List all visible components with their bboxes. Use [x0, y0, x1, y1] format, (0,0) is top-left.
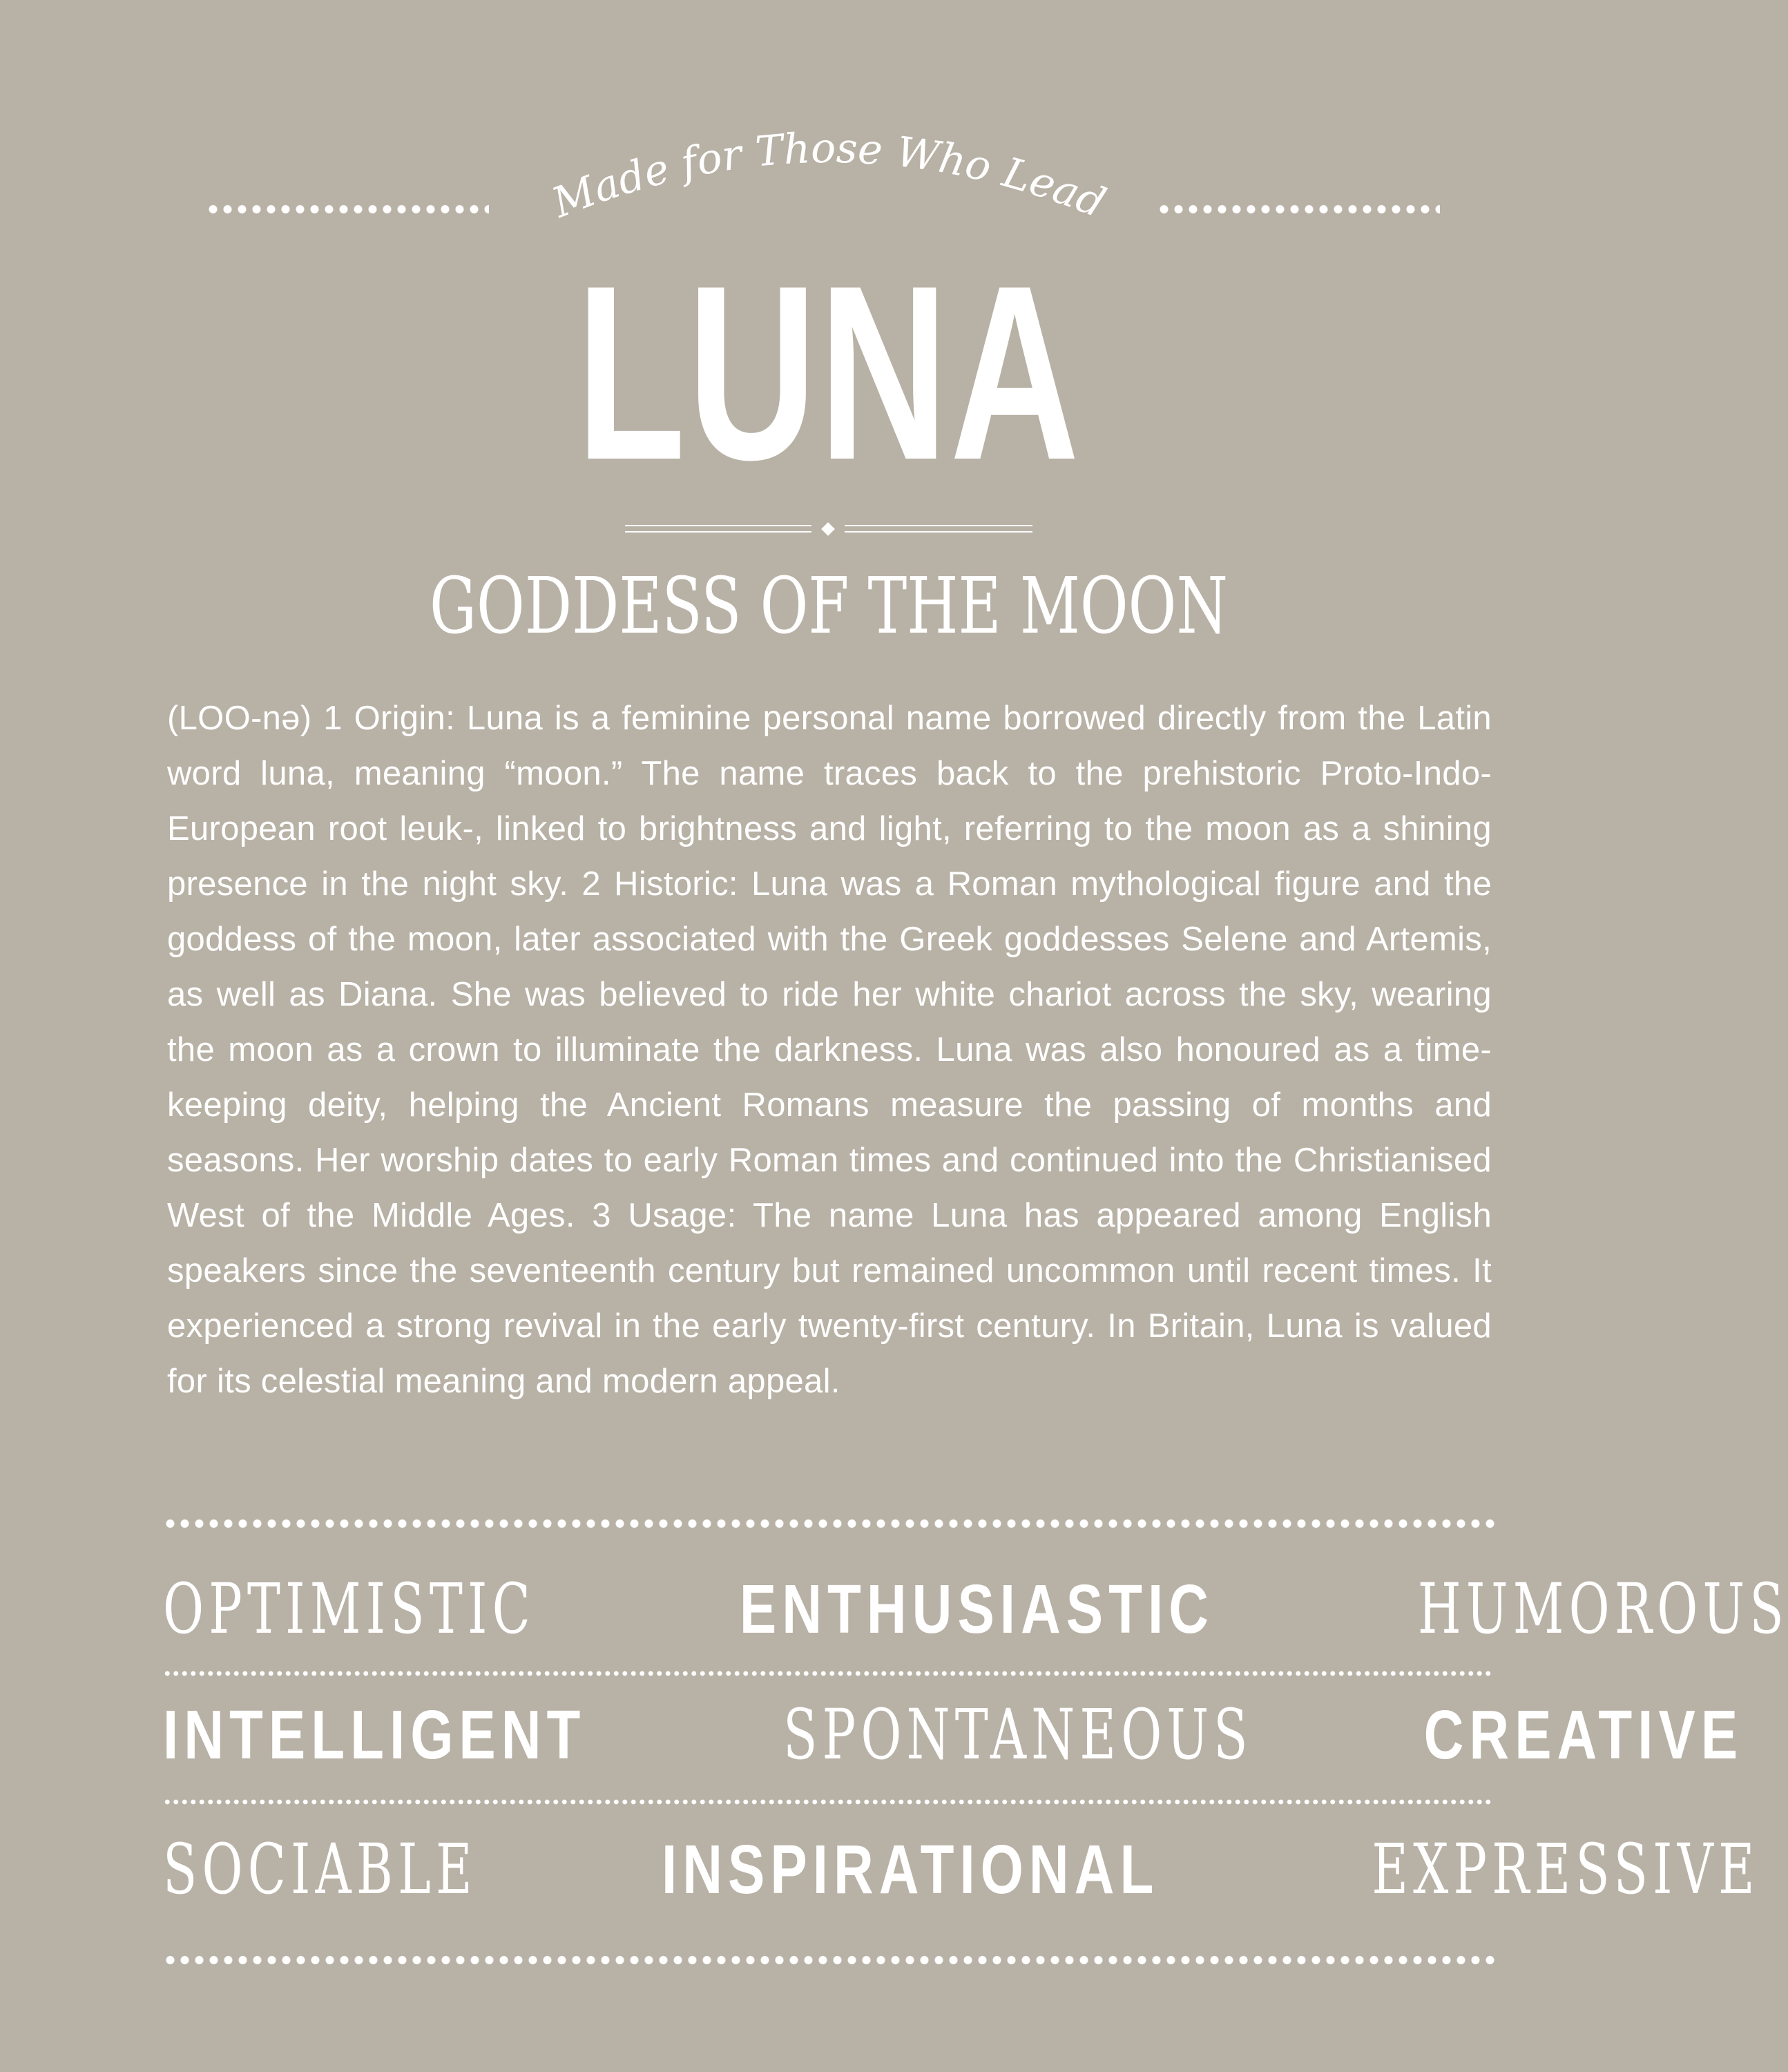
- traits-row-1: [163, 1569, 1788, 1649]
- traits-separator-dots: [163, 1798, 1493, 1805]
- name-description: (LOO-nə) 1 Origin: Luna is a feminine personal name borrowed directly from the Latin word luna, meaning “moon.” The name traces back to the prehistoric Proto-Indo-European root leuk-, linked to brightness and light, referring to the moon as a shining presence in the night sky. 2 Historic: Luna was a Roman mythological figure and the goddess of the moon, later associated with the Greek goddesses Selene and Artemis, as well as Diana. She was believed to ride her white chariot across the sky, wearing the moon as a crown to illuminate the darkness. Luna was also honoured as a time-keeping deity, helping the Ancient Romans measure the passing of months and seasons. Her worship dates to early Roman times and continued into the Christianised West of the Middle Ages. 3 Usage: The name Luna has appeared among English speakers since the seventeenth century but remained uncommon until recent times. It experienced a strong revival in the early twenty-first century. In Britain, Luna is valued for its celestial meaning and modern appeal.: [167, 700, 1492, 1400]
- trait-word: INSPIRATIONAL: [661, 1831, 1159, 1908]
- name-title: LUNA: [576, 234, 1082, 512]
- traits-separator-dots: [163, 1670, 1493, 1677]
- trait-word: INTELLIGENT: [163, 1696, 586, 1774]
- trait-word: SOCIABLE: [163, 1829, 477, 1910]
- diamond-ornament: [821, 522, 835, 536]
- tagline-text: Made for Those Who Lead: [546, 124, 1113, 228]
- traits-row-3: [163, 1829, 1760, 1910]
- traits-row-2: [163, 1694, 1743, 1775]
- trait-word: CREATIVE: [1423, 1696, 1743, 1774]
- tagline-arc: [525, 117, 1133, 235]
- svg-text:Made for Those Who Lead: [545, 124, 1112, 228]
- tagline-left-dots: [206, 204, 489, 215]
- trait-word: SPONTANEOUS: [782, 1694, 1253, 1775]
- tagline-right-dots: [1157, 204, 1440, 215]
- traits-top-dots: [163, 1518, 1500, 1529]
- trait-word: EXPRESSIVE: [1372, 1829, 1760, 1910]
- traits-bottom-dots: [163, 1955, 1500, 1966]
- ornament-divider: [625, 521, 1032, 537]
- trait-word: ENTHUSIASTIC: [739, 1571, 1214, 1648]
- name-meaning-subtitle: GODDESS OF THE MOON: [430, 562, 1228, 651]
- trait-word: HUMOROUS: [1417, 1569, 1788, 1649]
- trait-word: OPTIMISTIC: [163, 1569, 535, 1649]
